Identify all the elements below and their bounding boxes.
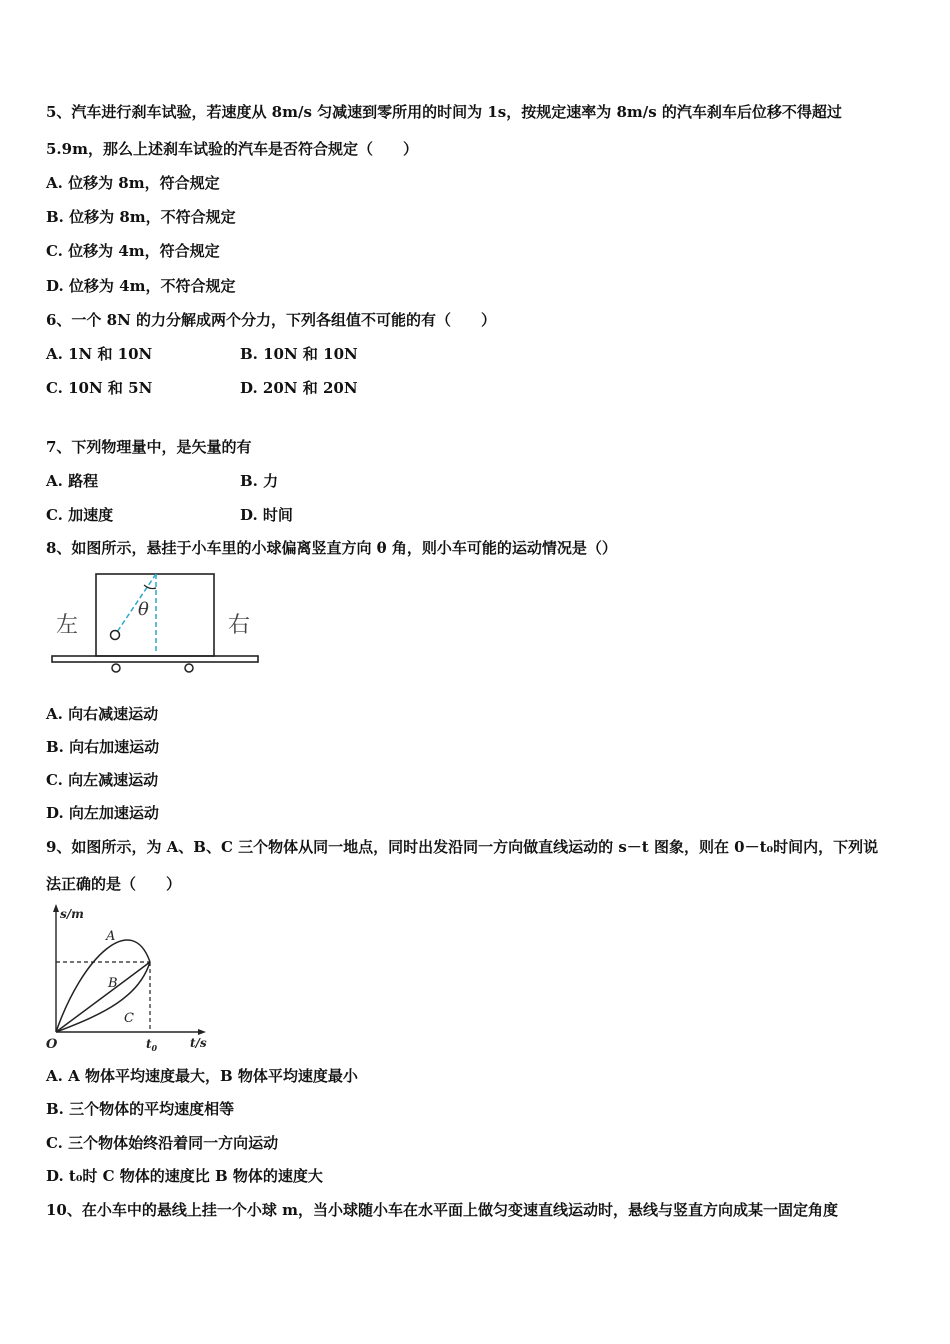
cart-body (96, 574, 214, 656)
q9-option-a: A. A 物体平均速度最大，B 物体平均速度最小 (46, 1067, 358, 1085)
q5-stem-line2: 5.9m，那么上述刹车试验的汽车是否符合规定（ ） (46, 140, 418, 158)
hanging-ball (111, 631, 120, 640)
q7-option-a: A. 路程 (46, 472, 99, 490)
q6-option-d: D. 20N 和 20N (240, 379, 358, 397)
q8-option-a: A. 向右减速运动 (46, 705, 159, 723)
curve-a-label: A (106, 929, 116, 944)
q8-stem: 8、如图所示，悬挂于小车里的小球偏离竖直方向 θ 角，则小车可能的运动情况是（） (46, 539, 617, 557)
q5-option-c: C. 位移为 4m，符合规定 (46, 242, 220, 260)
q8-option-c: C. 向左减速运动 (46, 771, 159, 789)
q8-option-b: B. 向右加速运动 (46, 738, 160, 756)
q7-option-b: B. 力 (240, 472, 279, 490)
q8-option-d: D. 向左加速运动 (46, 804, 159, 822)
x-axis-label: t/s (190, 1036, 207, 1050)
q7-option-d: D. 时间 (240, 506, 293, 524)
cart-pendulum-figure (46, 568, 266, 678)
right-label: 右 (228, 613, 251, 638)
y-axis-label: s/m (60, 907, 84, 921)
q5-option-d: D. 位移为 4m，不符合规定 (46, 277, 236, 295)
q10-stem: 10、在小车中的悬线上挂一个小球 m，当小球随小车在水平面上做匀变速直线运动时，悬线与竖直方向成某一固定角度 (46, 1201, 838, 1219)
t0-label: $t_0$ (146, 1037, 158, 1053)
wheel-left (112, 664, 120, 672)
x-axis-arrow (198, 1029, 206, 1035)
q5-option-b: B. 位移为 8m，不符合规定 (46, 208, 236, 226)
q6-option-c: C. 10N 和 5N (46, 379, 153, 397)
wheel-right (185, 664, 193, 672)
q9-stem-line2: 法正确的是（ ） (46, 875, 182, 893)
cart-platform (52, 656, 258, 662)
origin-label: O (46, 1037, 58, 1052)
q9-option-c: C. 三个物体始终沿着同一方向运动 (46, 1134, 279, 1152)
q7-stem: 7、下列物理量中，是矢量的有 (46, 438, 252, 456)
string-dashed-line (117, 574, 156, 632)
q6-option-a: A. 1N 和 10N (46, 345, 153, 363)
left-label: 左 (56, 613, 79, 638)
curve-c-label: C (124, 1011, 134, 1026)
q5-option-a: A. 位移为 8m，符合规定 (46, 174, 220, 192)
q5-stem-line1: 5、汽车进行刹车试验，若速度从 8m/s 匀减速到零所用的时间为 1s，按规定速率为 8m/s 的汽车刹车后位移不得超过 (46, 103, 842, 121)
q6-option-b: B. 10N 和 10N (240, 345, 358, 363)
q9-stem-line1: 9、如图所示，为 A、B、C 三个物体从同一地点，同时出发沿同一方向做直线运动的 s－t 图象，则在 0－t₀时间内，下列说 (46, 838, 879, 856)
y-axis-arrow (53, 904, 59, 912)
q7-option-c: C. 加速度 (46, 506, 114, 524)
q9-option-b: B. 三个物体的平均速度相等 (46, 1100, 235, 1118)
theta-label: θ (138, 599, 149, 620)
st-graph-figure (44, 902, 219, 1054)
q9-option-d: D. t₀时 C 物体的速度比 B 物体的速度大 (46, 1167, 323, 1185)
q6-stem: 6、一个 8N 的力分解成两个分力，下列各组值不可能的有（ ） (46, 311, 497, 329)
line-b-label: B (108, 976, 118, 991)
